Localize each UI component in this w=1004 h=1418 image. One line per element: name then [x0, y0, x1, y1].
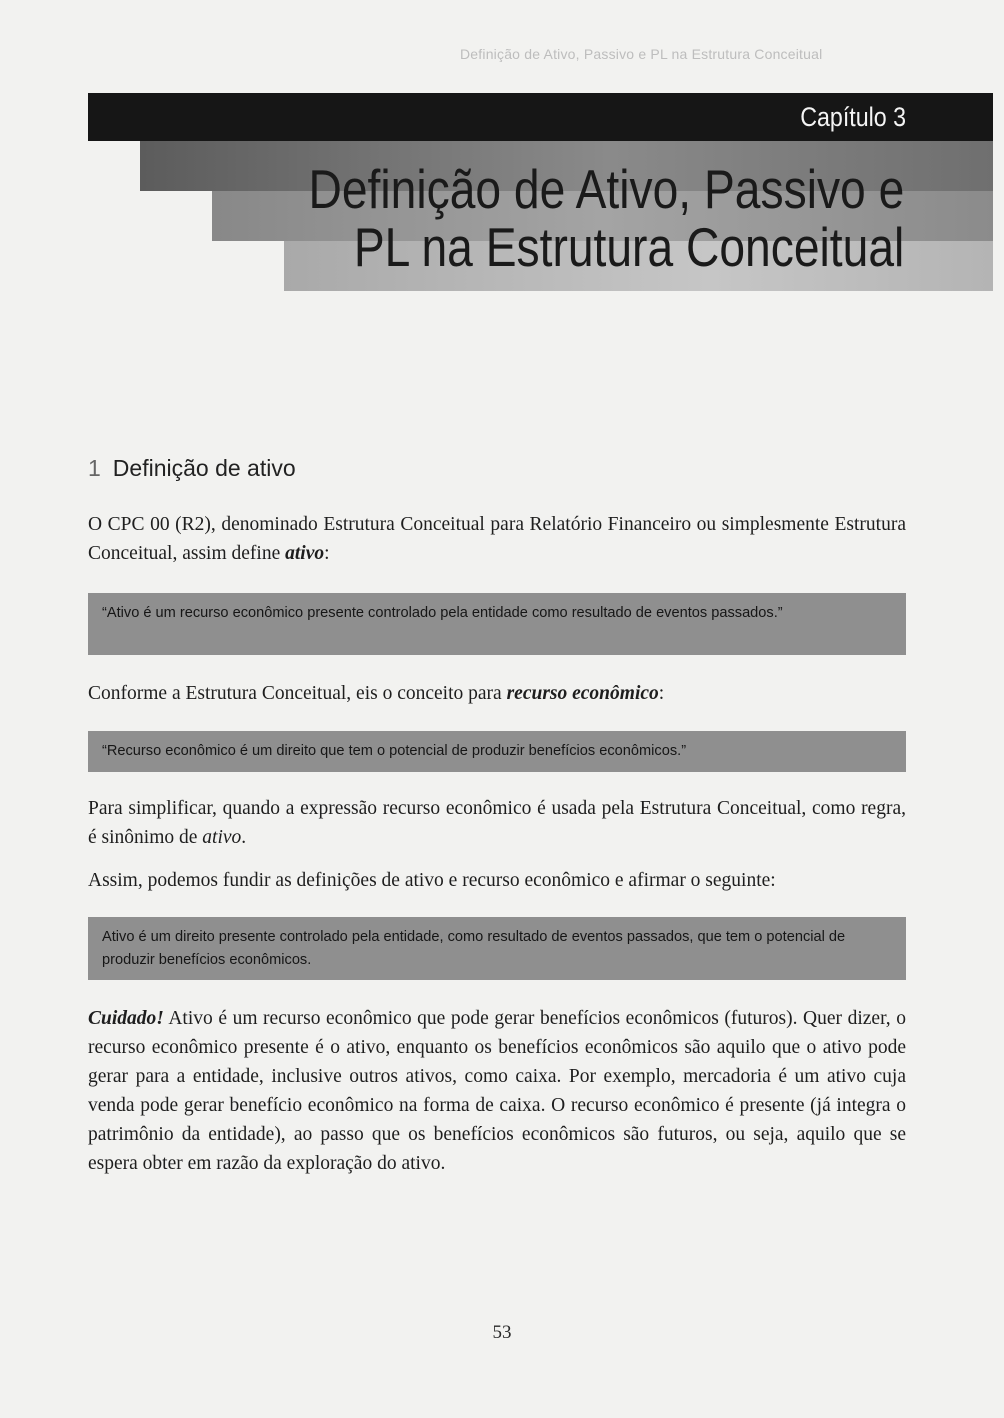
section-number: 1	[88, 455, 101, 481]
paragraph-5	[88, 1004, 906, 1178]
paragraph-2	[88, 679, 906, 708]
caution-lead: Cuidado!	[88, 1008, 164, 1029]
section-title: Definição de ativo	[112, 455, 296, 481]
paragraph-text: O CPC 00 (R2), denominado Estrutura Conceitual para Relatório Financeiro ou simplesmente Estrutura Conceitual, assim define	[88, 514, 906, 564]
punctuation: :	[324, 543, 330, 564]
page-number: 53	[492, 1322, 512, 1343]
chapter-title	[308, 160, 904, 276]
defined-term: ativo	[285, 543, 325, 564]
punctuation: :	[658, 683, 665, 704]
running-header: Definição de Ativo, Passivo e PL na Estrutura Conceitual	[460, 46, 823, 62]
paragraph-1	[88, 510, 906, 568]
paragraph-text: Conforme a Estrutura Conceitual, eis o conceito para	[88, 683, 507, 704]
chapter-title-line-2: PL na Estrutura Conceitual	[353, 216, 904, 278]
punctuation: .	[241, 827, 247, 848]
paragraph-text: Ativo é um recurso econômico que pode gerar benefícios econômicos (futuros). Quer dizer, o recurso econômico presente é o ativo, enquanto os benefícios econômicos são aquilo que o ativo pode gerar para a entidade, inclusive outros ativos, como caixa. Por exemplo, mercadoria é um ativo cuja venda pode gerar benefício econômico na forma de caixa. O recurso econômico é presente (já integra o patrimônio da entidade), ao passo que os benefícios econômicos são futuros, ou seja, aquilo que se espera obter em razão da exploração do ativo.	[88, 1008, 906, 1174]
paragraph-3	[88, 794, 906, 852]
section-heading	[88, 455, 296, 482]
defined-term: recurso econômico	[506, 683, 659, 704]
paragraph-4: Assim, podemos fundir as definições de ativo e recurso econômico e afirmar o seguinte:	[88, 870, 776, 891]
defined-term: ativo	[202, 827, 242, 848]
definition-quote-recurso: “Recurso econômico é um direito que tem o potencial de produzir benefícios econômicos.”	[88, 731, 906, 772]
chapter-title-line-1: Definição de Ativo, Passivo e	[308, 158, 904, 220]
chapter-label: Capítulo 3	[800, 102, 906, 132]
paragraph-text: Para simplificar, quando a expressão recurso econômico é usada pela Estrutura Conceitual, como regra, é sinônimo de	[88, 798, 906, 848]
combined-definition-quote: Ativo é um direito presente controlado pela entidade, como resultado de eventos passados, que tem o potencial de produzir benefícios econômicos.	[88, 917, 906, 980]
definition-quote-ativo: “Ativo é um recurso econômico presente controlado pela entidade como resultado de eventos passados.”	[88, 593, 906, 655]
